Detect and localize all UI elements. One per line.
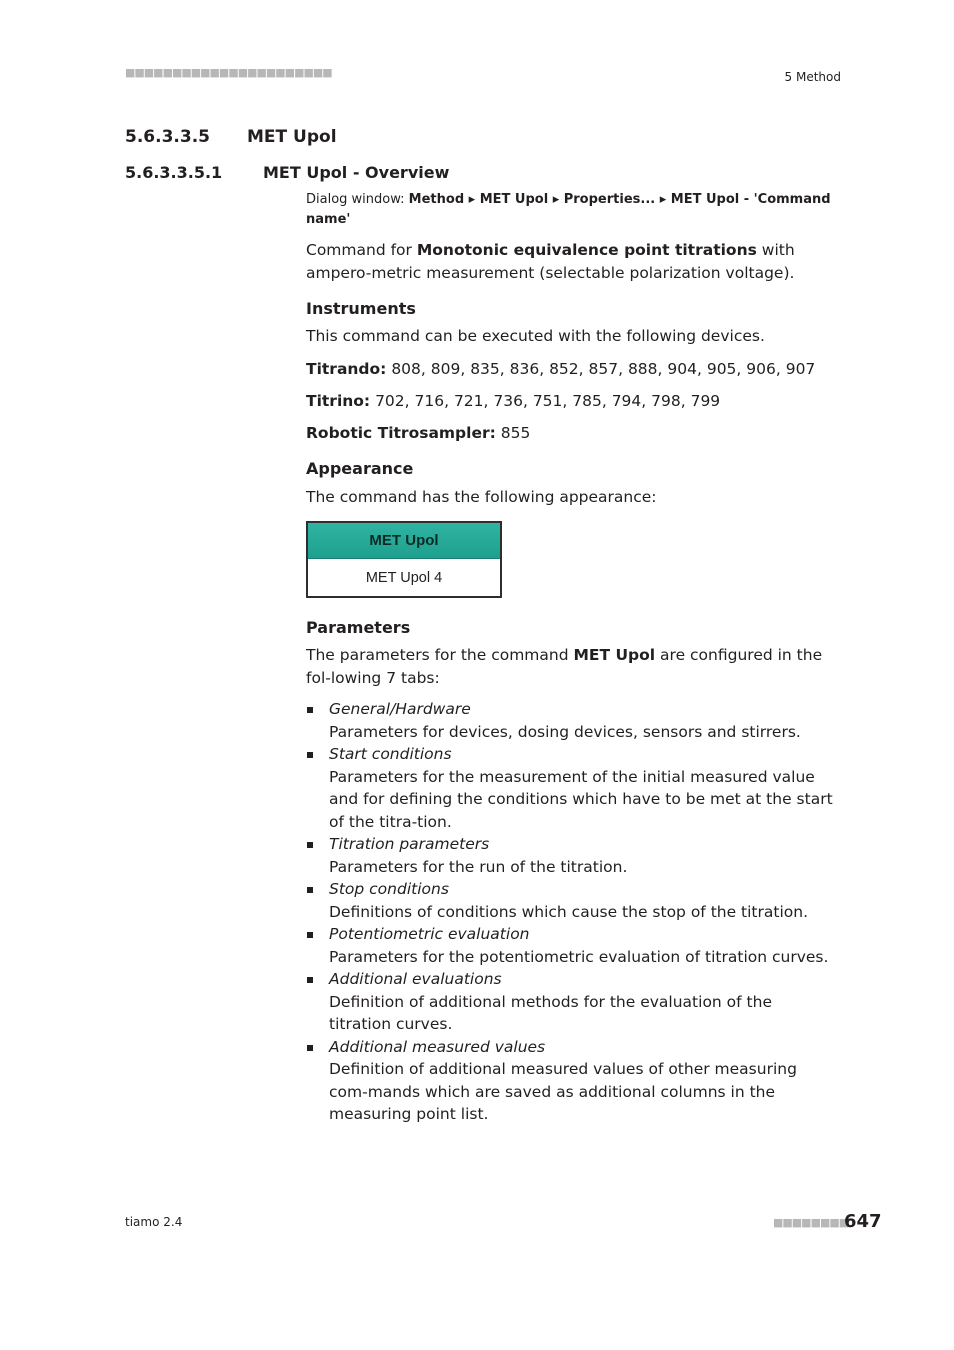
list-item <box>306 923 836 968</box>
command-box-title: MET Upol <box>308 523 500 559</box>
dialog-path <box>306 190 836 230</box>
list-item <box>306 743 836 833</box>
tab-description: Definition of additional methods for the evaluation of the titration curves. <box>329 992 772 1033</box>
parameters-pre: The parameters for the command <box>306 646 574 664</box>
footer-product: tiamo 2.4 <box>125 1215 183 1229</box>
parameters-heading: Parameters <box>306 618 411 637</box>
tab-description: Parameters for the run of the titration. <box>329 857 628 876</box>
parameters-bold: MET Upol <box>573 646 656 664</box>
header-decoration: ■■■■■■■■■■■■■■■■■■■■■■ <box>125 66 332 79</box>
tab-name: Potentiometric evaluation <box>329 925 530 943</box>
section-number: 5.6.3.3.5 <box>125 127 210 147</box>
titrando-value: 808, 809, 835, 836, 852, 857, 888, 904, 905, 906, 907 <box>386 360 816 378</box>
tab-description: Parameters for devices, dosing devices, sensors and stirrers. <box>329 722 801 741</box>
instruments-heading: Instruments <box>306 299 416 318</box>
robotic-value: 855 <box>495 424 531 442</box>
tabs-list <box>306 698 836 1126</box>
command-appearance-box <box>306 521 502 598</box>
dialog-prefix: Dialog window: <box>306 192 409 207</box>
footer-decoration: ■■■■■■■■ <box>773 1216 849 1229</box>
tab-name: Start conditions <box>329 745 452 763</box>
command-box-name: MET Upol 4 <box>365 570 443 586</box>
page-number: 647 <box>844 1211 882 1232</box>
titrando-line <box>306 358 836 381</box>
robotic-label: Robotic Titrosampler: <box>306 424 496 442</box>
section-title: MET Upol <box>247 127 337 147</box>
subsection-title: MET Upol - Overview <box>263 163 450 182</box>
titrino-label: Titrino: <box>306 392 371 410</box>
intro-pre: Command for <box>306 241 417 259</box>
robotic-line <box>306 422 836 445</box>
tab-name: Additional evaluations <box>329 970 502 988</box>
appearance-heading: Appearance <box>306 459 414 478</box>
section-heading <box>125 127 337 147</box>
appearance-text: The command has the following appearance: <box>306 488 657 506</box>
tab-description: Definitions of conditions which cause the stop of the titration. <box>329 902 809 921</box>
tab-name: Stop conditions <box>329 880 449 898</box>
subsection-number: 5.6.3.3.5.1 <box>125 163 223 182</box>
list-item <box>306 833 836 878</box>
list-item <box>306 968 836 1036</box>
tab-description: Parameters for the potentiometric evaluation of titration curves. <box>329 947 829 966</box>
subsection-heading <box>125 163 449 182</box>
dialog-path-text: Method ▸ MET Upol ▸ Properties... ▸ MET Upol - 'Command name' <box>306 192 831 227</box>
list-item <box>306 698 836 743</box>
parameters-text <box>306 644 836 689</box>
tab-name: Titration parameters <box>329 835 490 853</box>
tab-name: Additional measured values <box>329 1037 546 1056</box>
titrando-label: Titrando: <box>306 360 387 378</box>
intro-bold: Monotonic equivalence point titrations <box>416 241 757 259</box>
chapter-label: 5 Method <box>784 70 841 84</box>
list-item <box>306 878 836 923</box>
titrino-value: 702, 716, 721, 736, 751, 785, 794, 798, 799 <box>370 392 721 410</box>
tab-description: Parameters for the measurement of the initial measured value and for defining the conditions which have to be met at the start of the titra-tion. <box>329 767 833 831</box>
parameters-post: are configured in the fol-lowing 7 tabs: <box>306 646 823 687</box>
intro-post: with ampero-metric measurement (selectable polarization voltage). <box>306 241 795 282</box>
intro-paragraph <box>306 239 836 284</box>
instruments-text: This command can be executed with the following devices. <box>306 327 765 345</box>
list-item <box>306 1036 836 1126</box>
tab-name: General/Hardware <box>329 700 471 718</box>
tab-description: Definition of additional measured values of other measuring com-mands which are saved as additional columns in the measuring point list. <box>329 1060 797 1123</box>
titrino-line <box>306 390 836 413</box>
